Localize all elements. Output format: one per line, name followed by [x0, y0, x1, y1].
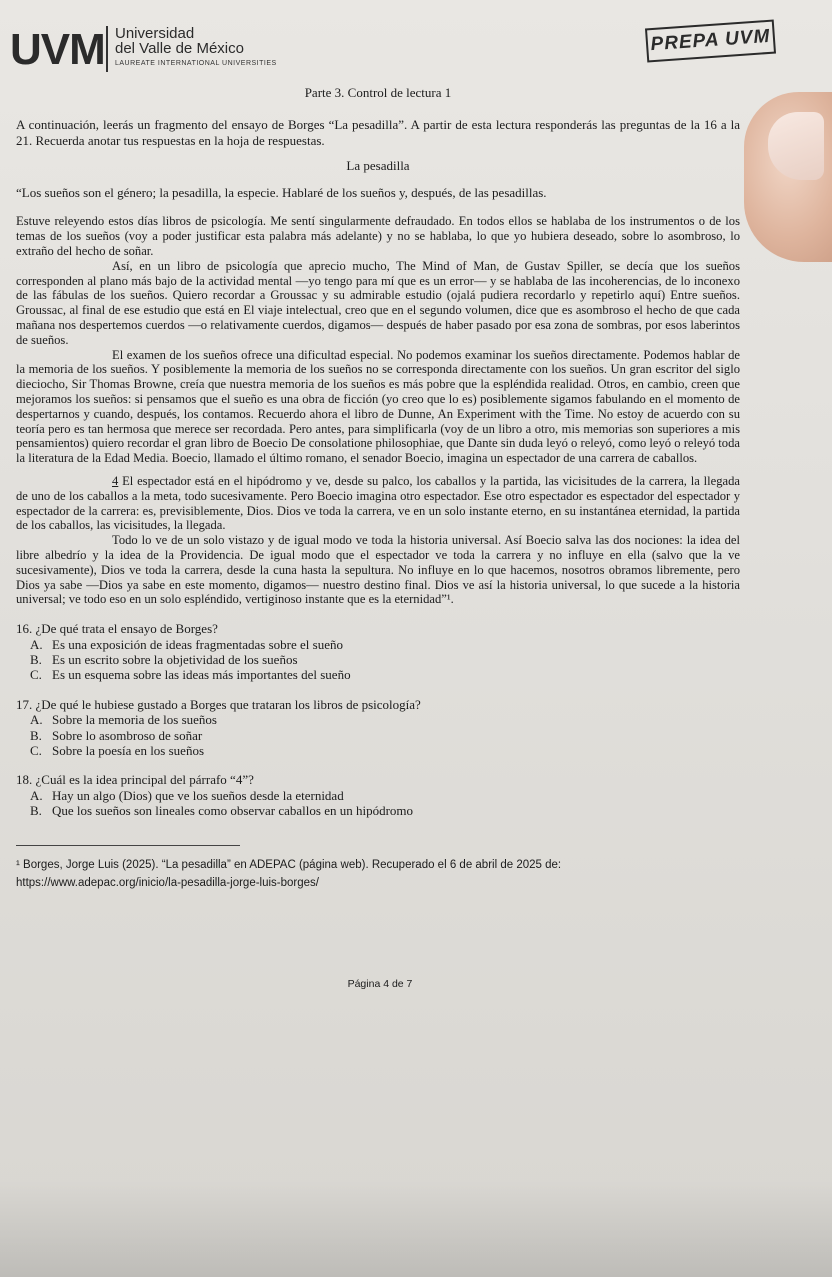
answer-option: A. Es una exposición de ideas fragmentadas sobre el sueño	[30, 636, 343, 652]
uvm-logo: UVM	[10, 25, 105, 74]
essay-paragraph-3: El examen de los sueños ofrece una dificultad especial. No podemos examinar los sueños directamente. Podemos hablar de la memoria de los sueños. Y posiblemente la memoria de los sueños no se corresponda directamente con los sueños. Un gran escritor del siglo dieciocho, Sir Thomas Browne, creía que nuestra memoria de los sueños es más pobre que la espléndida realidad. Otros, en cambio, creen que mejoramos los sueños: si pensamos que el sueño es una obra de ficción (yo creo que lo es) posiblemente sigamos fabulando en el momento de despertarnos y cuando, después, los contamos. Recuerdo ahora el libro de Dunne, An Experiment with the Time. No estoy de acuerdo con su teoría pero es tan hermosa que merece ser recordada. Pero antes, para simplificarla (voy de un libro a otro, mis memorias son superiores a mis pensamientos) quiero recordar el gran libro de Boecio De consolatione philosophiae, que Dante sin duda leyó o releyó, como leyó o releyó toda la literatura de la Edad Media. Boecio, llamado el último romano, el senador Boecio, imagina un espectador de una carrera de caballos.	[16, 347, 740, 466]
question-title: 17. ¿De qué le hubiese gustado a Borges que trataran los libros de psicología?	[16, 696, 421, 712]
answer-option: B. Es un escrito sobre la objetividad de los sueños	[30, 651, 298, 667]
logo-subtitle: LAUREATE INTERNATIONAL UNIVERSITIES	[115, 60, 277, 67]
logo-divider	[106, 26, 108, 72]
answer-option: C. Sobre la poesía en los sueños	[30, 742, 205, 758]
essay-paragraph-4-text: El espectador está en el hipódromo y ve, desde su palco, los caballos y la partida, las vicisitudes de la carrera, la llegada de uno de los caballos a la meta, todo sucesivamente. Pero Boecio imagina otro espectador. Ese otro espectador es espectador del espectador y espectador de la carrera: es, previsiblemente, Dios. Dios ve toda la carrera, ve en un solo instante eterno, en su instantánea eternidad, la partida de los caballos, las vicisitudes, la llegada.	[16, 473, 740, 533]
footnote-divider	[16, 845, 240, 846]
prepa-uvm-badge: PREPA UVM	[645, 20, 776, 63]
essay-paragraph-1: Estuve releyendo estos días libros de psicología. Me sentí singularmente defraudado. En todos ellos se hablaba de los instrumentos o de los temas de los sueños (voy a poder justificar esta palabra más adelante) y no se hablaba, lo que yo hubiera deseado, sobre lo asombroso, lo extraño del hecho de soñar.	[16, 214, 740, 258]
page-number: Página 4 de 7	[347, 978, 413, 990]
question-title: 16. ¿De qué trata el ensayo de Borges?	[16, 621, 218, 637]
footnote-citation: ¹ Borges, Jorge Luis (2025). “La pesadilla” en ADEPAC (página web). Recuperado el 6 de abril de 2025 de:	[16, 858, 562, 871]
question-title: 18. ¿Cuál es la idea principal del párrafo “4”?	[16, 772, 254, 788]
university-name-line2: del Valle de México	[115, 40, 244, 57]
essay-lead: “Los sueños son el género; la pesadilla, la especie. Hablaré de los sueños y, después, de las pesadillas.	[16, 184, 547, 200]
answer-option: C. Es un esquema sobre las ideas más importantes del sueño	[30, 667, 351, 683]
page-shadow	[0, 1180, 832, 1277]
answer-option: A. Hay un algo (Dios) que ve los sueños desde la eternidad	[30, 787, 344, 803]
intro-text: A continuación, leerás un fragmento del ensayo de Borges “La pesadilla”. A partir de esta lectura responderás las preguntas de la 16 a la 21. Recuerda anotar tus respuestas en la hoja de respuestas.	[16, 116, 740, 148]
section-title: Parte 3. Control de lectura 1	[304, 85, 452, 100]
question-16	[16, 621, 740, 683]
question-17	[16, 697, 740, 759]
page-header	[10, 22, 822, 82]
university-name	[115, 26, 244, 56]
page-content	[16, 86, 740, 892]
footnote-url: https://www.adepac.org/inicio/la-pesadilla-jorge-luis-borges/	[16, 876, 319, 889]
answer-option: B. Que los sueños son lineales como observar caballos en un hipódromo	[30, 803, 414, 819]
essay-title: La pesadilla	[346, 157, 410, 173]
question-18	[16, 772, 740, 818]
essay-paragraph-2: Así, en un libro de psicología que aprecio mucho, The Mind of Man, de Gustav Spiller, se decía que los sueños corresponden al plano más bajo de la actividad mental —yo tengo para mí que es un error— y se hablaba de las incoherencias, de lo inconexo de las fábulas de los sueños. Quiero recordar a Groussac y su admirable estudio (ojalá pudiera recordarlo y repetirlo aquí) Entre sueños. Groussac, al final de ese estudio que está en El viaje intelectual, creo que en el segundo volumen, dice que es asombroso el hecho de que cada mañana nos despertemos cuerdos —o relativamente cuerdos, digamos— después de haber pasado por esa zona de sombras, por esos laberintos de sueños.	[16, 258, 740, 347]
answer-option: B. Sobre lo asombroso de soñar	[30, 727, 203, 743]
paragraph-marker: 4	[112, 473, 119, 488]
essay-paragraph-5: Todo lo ve de un solo vistazo y de igual modo ve toda la historia universal. Así Boecio salva las dos nociones: la idea del libre albedrío y la idea de la Providencia. De igual modo que el espectador ve toda la carrera y no influye en ella (salvo que la ve sucesivamente), Dios ve toda la carrera, desde la cuna hasta la sepultura. No influye en lo que hacemos, nosotros obramos libremente, pero Dios ya sabe —Dios ya sabe en este momento, digamos— nuestro destino final. Dios ve así la historia universal, lo que sucede a la historia universal; ve todo eso en un solo espléndido, vertiginoso instante que es la eternidad”¹.	[16, 533, 740, 607]
university-name-line1: Universidad	[115, 25, 195, 42]
essay-paragraph-4	[16, 474, 740, 533]
answer-option: A. Sobre la memoria de los sueños	[30, 712, 217, 728]
